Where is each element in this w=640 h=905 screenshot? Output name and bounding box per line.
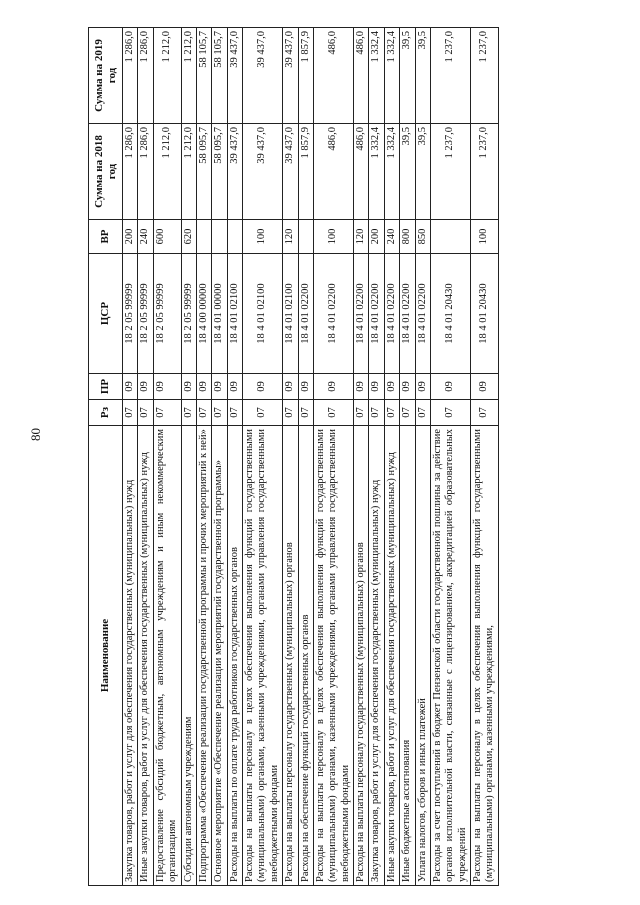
cell-vr: 120	[354, 220, 369, 254]
cell-pr: 09	[181, 374, 196, 400]
cell-vr: 800	[400, 220, 415, 254]
cell-sum-2018: 1 286,0	[138, 124, 153, 220]
cell-rz: 07	[212, 400, 227, 426]
cell-name: Расходы на выплаты по оплате труда работников государственных органов	[227, 426, 242, 886]
cell-pr: 09	[212, 374, 227, 400]
cell-name: Закупка товаров, работ и услуг для обеспечения государственных (муниципальных) нужд	[123, 426, 138, 886]
cell-sum-2019: 486,0	[313, 28, 353, 124]
cell-vr	[227, 220, 242, 254]
cell-name: Расходы на выплаты персоналу в целях обеспечения выполнения функций государственными (муниципальными) органами, казенными учреждениями, органами управления государственными внебюджетными фондами	[313, 426, 353, 886]
cell-rz: 07	[430, 400, 470, 426]
cell-csr: 18 4 01 02200	[313, 254, 353, 374]
cell-name: Расходы на обеспечение функций государственных органов	[298, 426, 313, 886]
cell-rz: 07	[471, 400, 499, 426]
cell-csr: 18 4 01 02200	[384, 254, 399, 374]
cell-csr: 18 2 05 99999	[138, 254, 153, 374]
cell-vr	[430, 220, 470, 254]
cell-sum-2018: 1 332,4	[369, 124, 384, 220]
cell-rz: 07	[123, 400, 138, 426]
cell-vr: 240	[384, 220, 399, 254]
cell-pr: 09	[243, 374, 283, 400]
table-row	[313, 28, 353, 886]
table-row	[384, 28, 399, 886]
page-number: 80	[28, 428, 43, 441]
cell-vr: 120	[283, 220, 298, 254]
cell-sum-2018: 39,5	[415, 124, 430, 220]
cell-sum-2019: 39 437,0	[283, 28, 298, 124]
cell-name: Иные бюджетные ассигнования	[400, 426, 415, 886]
cell-csr: 18 4 01 02200	[400, 254, 415, 374]
header-sum-2019: Сумма на 2019 год	[89, 28, 123, 124]
cell-csr: 18 2 05 99999	[181, 254, 196, 374]
cell-sum-2018: 1 332,4	[384, 124, 399, 220]
cell-sum-2019: 1 286,0	[138, 28, 153, 124]
table-row	[400, 28, 415, 886]
cell-sum-2018: 39,5	[400, 124, 415, 220]
table-row	[243, 28, 283, 886]
cell-pr: 09	[196, 374, 211, 400]
cell-vr: 850	[415, 220, 430, 254]
header-sum-2018: Сумма на 2018 год	[89, 124, 123, 220]
cell-sum-2018: 1 212,0	[153, 124, 181, 220]
budget-table	[88, 27, 499, 886]
cell-sum-2018: 39 437,0	[283, 124, 298, 220]
cell-sum-2018: 1 212,0	[181, 124, 196, 220]
cell-vr: 100	[243, 220, 283, 254]
cell-csr: 18 4 01 02200	[369, 254, 384, 374]
cell-vr	[196, 220, 211, 254]
cell-rz: 07	[196, 400, 211, 426]
cell-csr: 18 4 01 02200	[354, 254, 369, 374]
cell-csr: 18 4 01 02200	[415, 254, 430, 374]
cell-name: Иные закупки товаров, работ и услуг для обеспечения государственных (муниципальных) нужд	[384, 426, 399, 886]
table-row	[415, 28, 430, 886]
cell-vr: 100	[313, 220, 353, 254]
cell-name: Расходы на выплаты персоналу государственных (муниципальных) органов	[283, 426, 298, 886]
cell-sum-2018: 1 857,9	[298, 124, 313, 220]
table-header-row	[89, 28, 123, 886]
cell-name: Расходы на выплаты персоналу государственных (муниципальных) органов	[354, 426, 369, 886]
cell-rz: 07	[283, 400, 298, 426]
cell-rz: 07	[384, 400, 399, 426]
cell-rz: 07	[369, 400, 384, 426]
cell-pr: 09	[227, 374, 242, 400]
cell-rz: 07	[138, 400, 153, 426]
header-name: Наименование	[89, 426, 123, 886]
cell-pr: 09	[138, 374, 153, 400]
cell-pr: 09	[400, 374, 415, 400]
cell-pr: 09	[313, 374, 353, 400]
cell-sum-2019: 1 212,0	[153, 28, 181, 124]
table-row	[369, 28, 384, 886]
cell-sum-2019: 1 857,9	[298, 28, 313, 124]
table-row	[212, 28, 227, 886]
cell-csr: 18 4 01 20430	[430, 254, 470, 374]
cell-name: Расходы на выплаты персоналу в целях обеспечения выполнения функций государственными (муниципальными) органами, казенными учреждениями, органами управления государственными внебюджетными фондами	[243, 426, 283, 886]
table-row	[138, 28, 153, 886]
cell-rz: 07	[153, 400, 181, 426]
table-row	[181, 28, 196, 886]
table-row	[430, 28, 470, 886]
cell-pr: 09	[430, 374, 470, 400]
cell-sum-2018: 486,0	[354, 124, 369, 220]
table-row	[354, 28, 369, 886]
cell-sum-2019: 58 105,7	[212, 28, 227, 124]
cell-name: Закупка товаров, работ и услуг для обеспечения государственных (муниципальных) нужд	[369, 426, 384, 886]
cell-vr: 620	[181, 220, 196, 254]
cell-sum-2018: 1 286,0	[123, 124, 138, 220]
cell-pr: 09	[123, 374, 138, 400]
cell-rz: 07	[243, 400, 283, 426]
cell-pr: 09	[384, 374, 399, 400]
cell-name: Субсидии автономным учреждениям	[181, 426, 196, 886]
table-row	[196, 28, 211, 886]
cell-vr: 200	[123, 220, 138, 254]
cell-vr: 200	[369, 220, 384, 254]
cell-rz: 07	[354, 400, 369, 426]
cell-sum-2019: 1 332,4	[369, 28, 384, 124]
cell-name: Расходы за счет поступлений в бюджет Пензенской области государственной пошлины за действие органов исполнительной власти, связанные с лицензированием, аккредитацией образовательных учреждений	[430, 426, 470, 886]
cell-sum-2018: 1 237,0	[430, 124, 470, 220]
cell-rz: 07	[415, 400, 430, 426]
cell-pr: 09	[354, 374, 369, 400]
cell-sum-2019: 486,0	[354, 28, 369, 124]
cell-rz: 07	[400, 400, 415, 426]
table-row	[471, 28, 499, 886]
cell-name: Уплата налогов, сборов и иных платежей	[415, 426, 430, 886]
cell-vr	[212, 220, 227, 254]
cell-csr: 18 4 00 00000	[196, 254, 211, 374]
cell-sum-2018: 39 437,0	[227, 124, 242, 220]
cell-sum-2018: 486,0	[313, 124, 353, 220]
cell-csr: 18 4 01 02100	[243, 254, 283, 374]
table-body	[123, 28, 499, 886]
table-row	[298, 28, 313, 886]
cell-sum-2019: 58 105,7	[196, 28, 211, 124]
table-row	[153, 28, 181, 886]
cell-vr	[298, 220, 313, 254]
cell-pr: 09	[471, 374, 499, 400]
cell-vr: 100	[471, 220, 499, 254]
cell-name: Предоставление субсидий бюджетным, автономным учреждениям и иным некоммерческим организациям	[153, 426, 181, 886]
cell-pr: 09	[415, 374, 430, 400]
cell-sum-2019: 39,5	[400, 28, 415, 124]
cell-rz: 07	[181, 400, 196, 426]
cell-csr: 18 4 01 02100	[227, 254, 242, 374]
cell-name: Основное мероприятие «Обеспечение реализации мероприятий государственной программы»	[212, 426, 227, 886]
cell-csr: 18 2 05 99999	[123, 254, 138, 374]
cell-name: Расходы на выплаты персоналу в целях обеспечения выполнения функций государственными (муниципальными) органами, казенными учреждениями,	[471, 426, 499, 886]
header-vr: ВР	[89, 220, 123, 254]
cell-sum-2019: 1 332,4	[384, 28, 399, 124]
cell-pr: 09	[298, 374, 313, 400]
cell-sum-2018: 1 237,0	[471, 124, 499, 220]
cell-vr: 600	[153, 220, 181, 254]
cell-sum-2019: 39,5	[415, 28, 430, 124]
cell-csr: 18 2 05 99999	[153, 254, 181, 374]
cell-pr: 09	[283, 374, 298, 400]
table-row	[123, 28, 138, 886]
cell-sum-2019: 1 286,0	[123, 28, 138, 124]
table-row	[227, 28, 242, 886]
cell-sum-2018: 58 095,7	[212, 124, 227, 220]
cell-sum-2019: 39 437,0	[243, 28, 283, 124]
cell-sum-2018: 39 437,0	[243, 124, 283, 220]
table-row	[283, 28, 298, 886]
cell-sum-2019: 39 437,0	[227, 28, 242, 124]
cell-rz: 07	[298, 400, 313, 426]
cell-name: Подпрограмма «Обеспечение реализации государственной программы и прочих мероприятий к ней»	[196, 426, 211, 886]
cell-sum-2018: 58 095,7	[196, 124, 211, 220]
cell-csr: 18 4 01 02200	[298, 254, 313, 374]
cell-csr: 18 4 01 20430	[471, 254, 499, 374]
cell-rz: 07	[313, 400, 353, 426]
cell-rz: 07	[227, 400, 242, 426]
cell-csr: 18 4 01 00000	[212, 254, 227, 374]
rotated-table-container	[88, 28, 608, 886]
cell-sum-2019: 1 212,0	[181, 28, 196, 124]
cell-pr: 09	[369, 374, 384, 400]
header-pr: ПР	[89, 374, 123, 400]
cell-name: Иные закупки товаров, работ и услуг для обеспечения государственных (муниципальных) нужд	[138, 426, 153, 886]
cell-pr: 09	[153, 374, 181, 400]
cell-csr: 18 4 01 02100	[283, 254, 298, 374]
cell-sum-2019: 1 237,0	[430, 28, 470, 124]
header-csr: ЦСР	[89, 254, 123, 374]
cell-sum-2019: 1 237,0	[471, 28, 499, 124]
header-rz: Рз	[89, 400, 123, 426]
cell-vr: 240	[138, 220, 153, 254]
